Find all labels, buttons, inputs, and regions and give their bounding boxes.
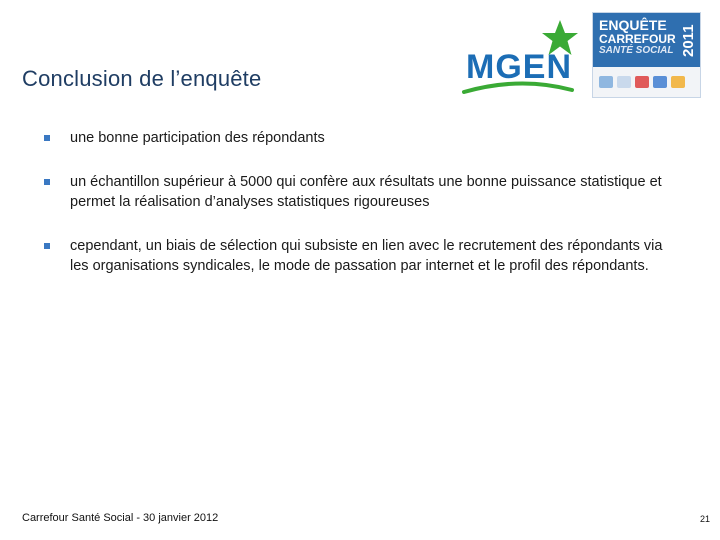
footer-text: Carrefour Santé Social - 30 janvier 2012	[22, 512, 219, 524]
list-item	[44, 172, 684, 212]
partner-logo-icon	[617, 76, 631, 88]
badge-subtitle: CARREFOUR	[599, 32, 676, 46]
swoosh-icon	[460, 78, 580, 98]
bullet-text: cependant, un biais de sélection qui subsiste en lien avec le recrutement des répondants via les organisations syndicales, le mode de passation par internet et le profil des répondants.	[70, 238, 663, 274]
mgen-logo-text: MGEN	[466, 48, 572, 86]
square-bullet-icon	[44, 135, 50, 141]
list-item	[44, 128, 684, 148]
event-badge	[592, 12, 701, 98]
partner-logo-icon	[635, 76, 649, 88]
badge-tagline: SANTÉ SOCIAL	[599, 45, 674, 56]
badge-year: 2011	[680, 24, 697, 58]
list-item	[44, 236, 684, 276]
slide-title: Conclusion de l’enquête	[22, 66, 262, 91]
partner-logo-icon	[653, 76, 667, 88]
partner-logo-icon	[599, 76, 613, 88]
square-bullet-icon	[44, 179, 50, 185]
badge-title: ENQUÊTE	[599, 17, 667, 33]
page-number: 21	[699, 514, 710, 524]
partner-logos-strip	[593, 67, 700, 97]
partner-logo-icon	[671, 76, 685, 88]
bullet-list	[44, 128, 684, 276]
bullet-text: un échantillon supérieur à 5000 qui confère aux résultats une bonne puissance statistique et permet la réalisation d’analyses statistiques rigoureuses	[70, 174, 662, 210]
mgen-logo	[460, 18, 580, 98]
square-bullet-icon	[44, 243, 50, 249]
bullet-text: une bonne participation des répondants	[70, 130, 325, 146]
